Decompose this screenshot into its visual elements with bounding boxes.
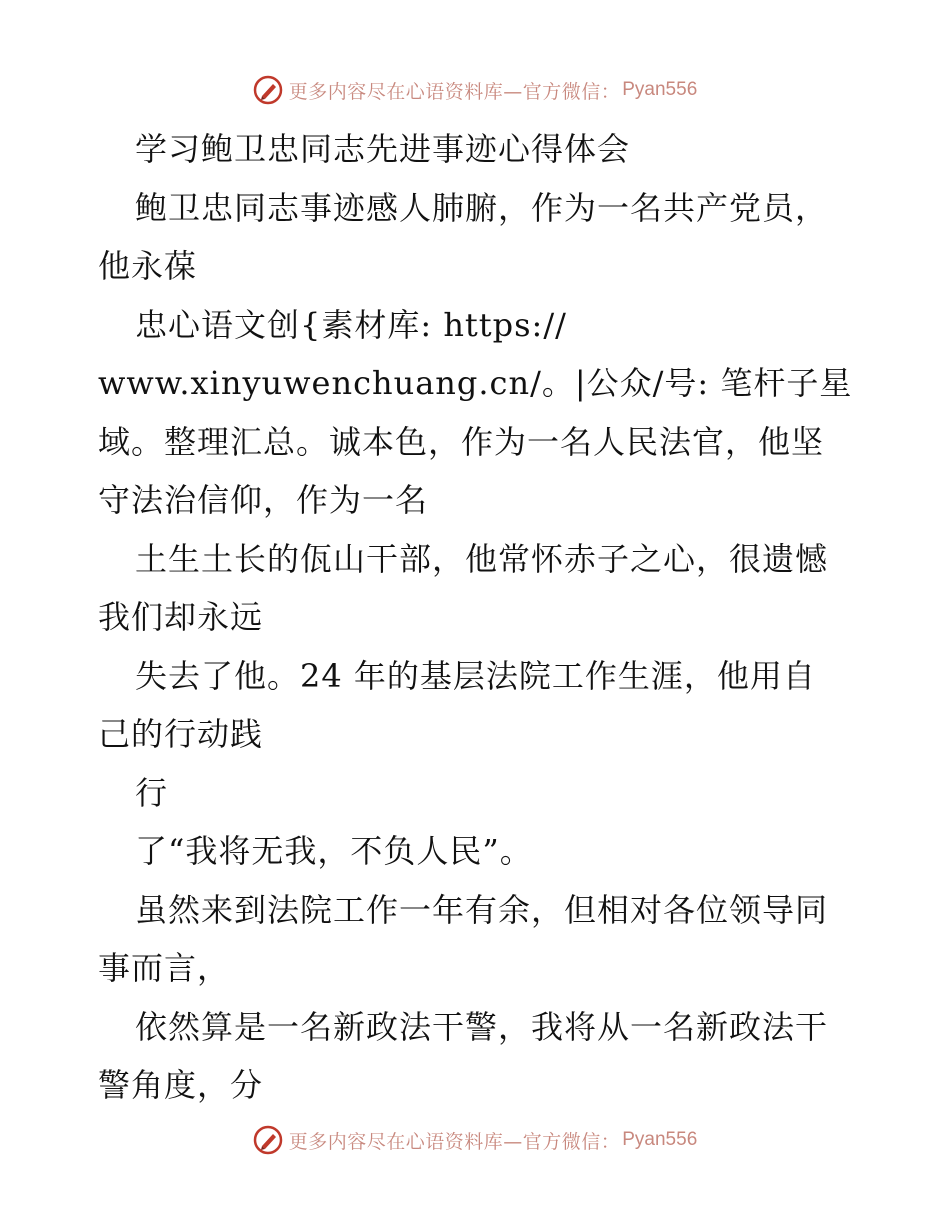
text-line: 失去了他。24 年的基层法院工作生涯，他用自 — [135, 656, 816, 695]
document-body — [98, 120, 858, 1115]
text-line: 事而言， — [98, 949, 231, 987]
watermark-wechat-id: Pyan556 — [622, 79, 698, 100]
text-line: 了“我将无我，不负人民”。 — [135, 832, 533, 870]
text-line: 鲍卫忠同志事迹感人肺腑，作为一名共产党员， — [135, 188, 829, 227]
text-line: www.xinyuwenchuang.cn/。|公众/号: 笔杆子星 — [98, 364, 853, 402]
text-line: 他永葆 — [98, 247, 198, 285]
text-line: 土生土长的佤山干部，他常怀赤子之心，很遗憾 — [135, 539, 829, 578]
watermark-text: 更多内容尽在心语资料库—官方微信： — [288, 80, 621, 103]
watermark-text: 更多内容尽在心语资料库—官方微信： — [288, 1130, 621, 1153]
text-line: 己的行动践 — [98, 715, 264, 753]
text-line: 域。整理汇总。诚本色，作为一名人民法官，他坚 — [98, 422, 825, 461]
header-watermark — [0, 70, 950, 110]
watermark-wechat-id: Pyan556 — [622, 1129, 698, 1150]
text-line: 我们却永远 — [98, 598, 264, 636]
text-line: 依然算是一名新政法干警，我将从一名新政法干 — [135, 1007, 829, 1046]
text-line: 守法治信仰，作为一名 — [98, 481, 429, 519]
text-line: 忠心语文创{素材库: https:// — [135, 305, 567, 344]
footer-watermark — [0, 1120, 950, 1160]
document-title: 学习鲍卫忠同志先进事迹心得体会 — [135, 130, 631, 168]
text-line: 警角度，分 — [98, 1066, 264, 1104]
text-line: 虽然来到法院工作一年有余，但相对各位领导同 — [135, 890, 829, 929]
pen-logo-icon — [253, 1125, 283, 1155]
pen-logo-icon — [253, 75, 283, 105]
text-line: 行 — [135, 773, 169, 812]
